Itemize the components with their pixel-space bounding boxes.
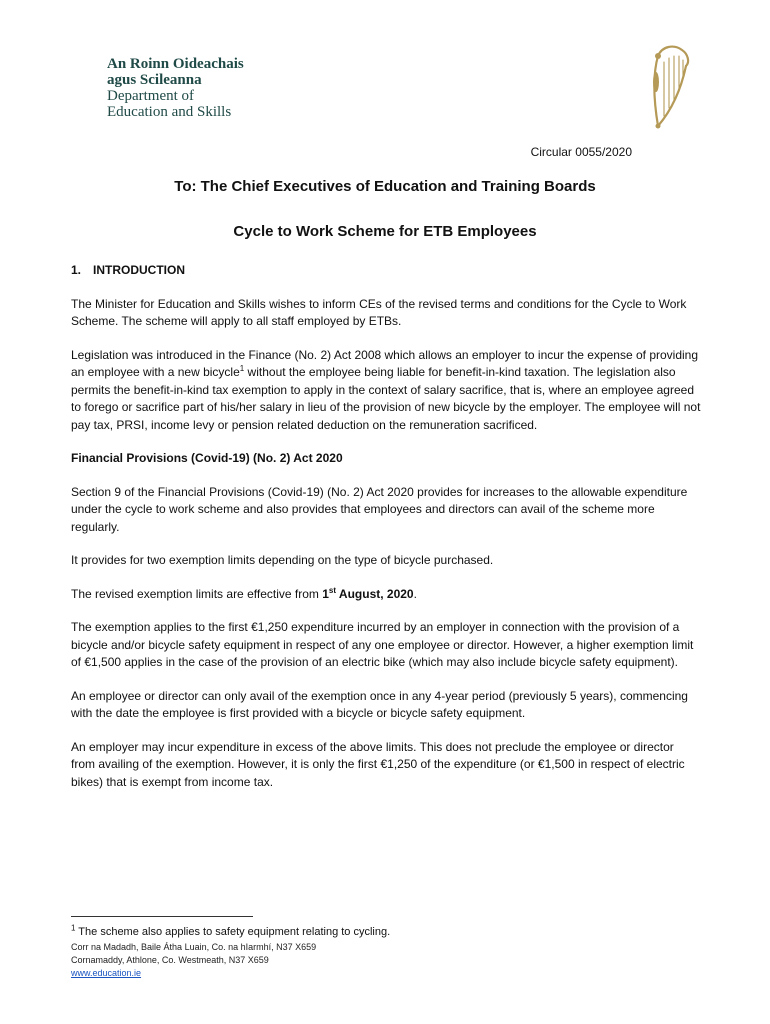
section-number: 1. [71, 263, 82, 277]
footnote-reference: 1 [239, 364, 245, 373]
effective-date-day: 1 [322, 586, 329, 601]
footnote-divider [71, 916, 253, 917]
footnote-marker: 1 [71, 923, 76, 933]
section-heading [71, 262, 701, 280]
paragraph-exemption-limits: It provides for two exemption limits depending on the type of bicycle purchased. [71, 553, 494, 567]
logo-line-english-2: Education and Skills [107, 104, 232, 120]
effective-date-ordinal: st [328, 585, 337, 595]
harp-icon [644, 42, 694, 130]
paragraph-section9: Section 9 of the Financial Provisions (Covid-19) (No. 2) Act 2020 provides for increases to the allowable expenditure under the cycle to work scheme and also provides that employees and directors can avail of the scheme more regularly. [71, 484, 688, 534]
paragraph-legislation-part1: Legislation was introduced in the Finance (No. 2) Act 2008 which allows an employer to incur the expense of providing an employee with a new bicycle [71, 347, 699, 379]
paragraph-legislation [71, 347, 701, 435]
paragraph-intro: The Minister for Education and Skills wishes to inform CEs of the revised terms and conditions for the Cycle to Work Scheme. The scheme will apply to all staff employed by ETBs. [71, 296, 687, 328]
paragraph-effective-date [71, 586, 701, 604]
logo-line-irish-1: An Roinn Oideachais [107, 56, 244, 72]
footnote [71, 923, 391, 938]
paragraph-exemption-period: An employee or director can only avail of the exemption once in any 4-year period (previously 5 years), commencing with the date the employee is first provided with a bicycle or bicycle safety equipment. [71, 688, 688, 720]
paragraph-legislation-part2: without the employee being liable for benefit-in-kind taxation. The legislation also permits the benefit-in-kind tax exemption to apply in the context of salary sacrifice, that is, where an employee agreed to forego or sacrifice part of his/her salary in lieu of the provision of new bicycle by the employer. The employee will not pay tax, PRSI, income levy or pension related deduction on the remuneration sacrificed. [71, 365, 701, 432]
footer-address [71, 941, 316, 980]
logo-line-english-1: Department of [107, 88, 195, 104]
department-logo [107, 56, 244, 120]
footnote-text: The scheme also applies to safety equipment relating to cycling. [75, 926, 391, 938]
document-title: To: The Chief Executives of Education and Training Boards [174, 178, 596, 195]
section-title: INTRODUCTION [93, 263, 185, 277]
paragraph-excess-expenditure: An employer may incur expenditure in excess of the above limits. This does not preclude the employee or director from availing of the exemption. However, it is only the first €1,250 of the expenditure (or €1,500 in respect of electric bikes) that is exempt from income tax. [71, 739, 685, 789]
effective-date-end: . [413, 586, 417, 601]
effective-date-month: August, 2020 [336, 586, 414, 601]
logo-line-irish-2: agus Scileanna [107, 72, 202, 88]
document-body [71, 262, 701, 807]
address-english: Cornamaddy, Athlone, Co. Westmeath, N37 X659 [71, 955, 269, 965]
website-link[interactable]: www.education.ie [71, 968, 142, 978]
paragraph-exemption-amounts: The exemption applies to the first €1,250 expenditure incurred by an employer in connection with the provision of a bicycle and/or bicycle safety equipment in respect of any one employee or director. However, a higher exemption limit of €1,500 applies in the case of the provision of an electric bike (which may also include bicycle safety equipment). [71, 620, 694, 669]
effective-date-value [322, 587, 413, 601]
subheading-financial-provisions: Financial Provisions (Covid-19) (No. 2) Act 2020 [71, 451, 343, 465]
effective-date-lead: The revised exemption limits are effective from [71, 586, 323, 601]
address-irish: Corr na Madadh, Baile Átha Luain, Co. na hIarmhí, N37 X659 [71, 942, 317, 952]
document-subtitle: Cycle to Work Scheme for ETB Employees [233, 223, 537, 240]
circular-number: Circular 0055/2020 [530, 145, 632, 159]
